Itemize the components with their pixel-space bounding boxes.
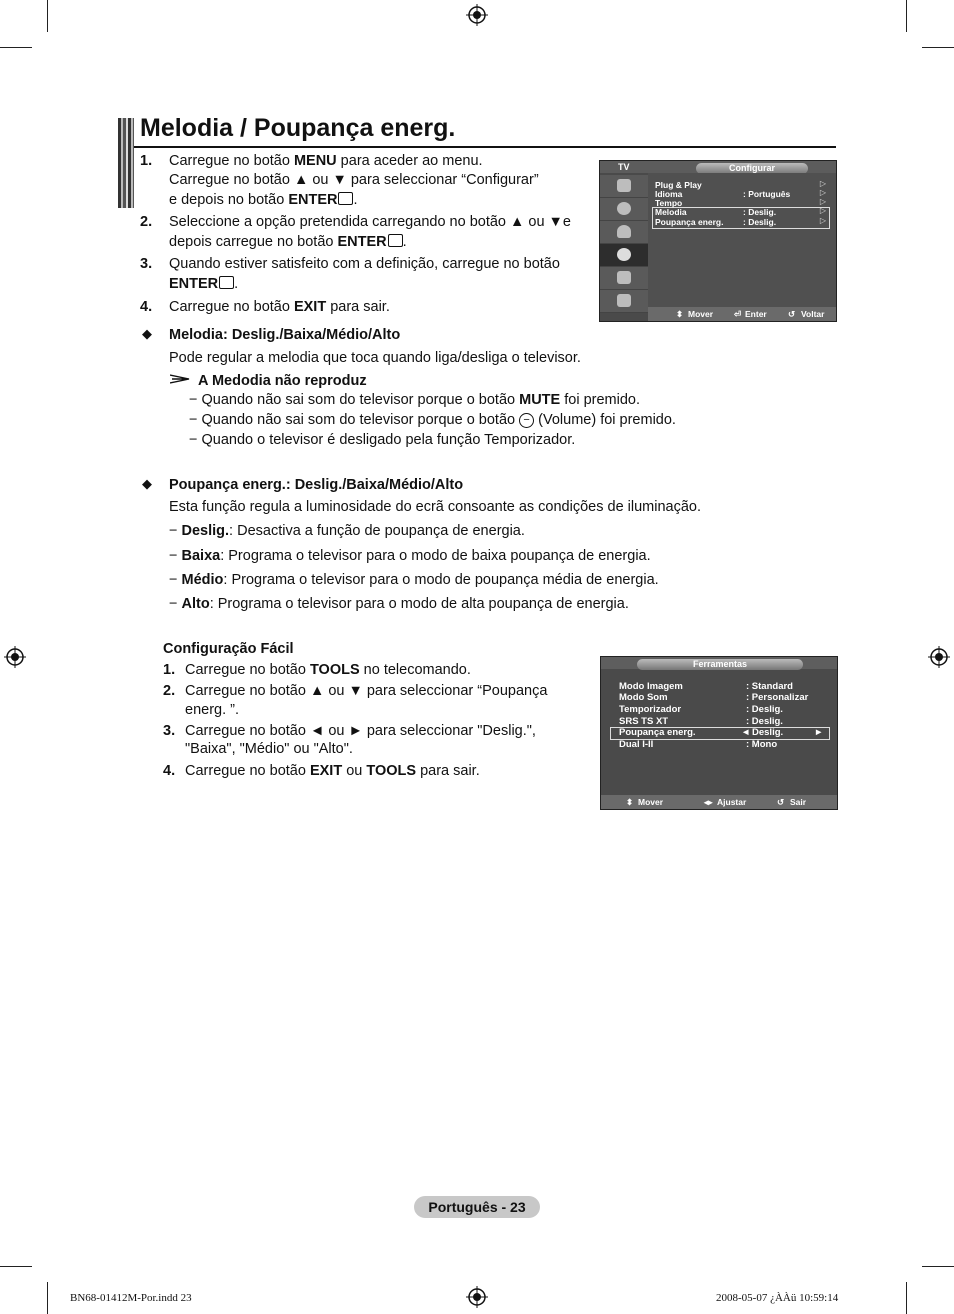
step-number: 3. — [140, 256, 153, 272]
registration-mark-icon — [466, 4, 488, 26]
note-line-2: − Quando não sai som do televisor porque o botão − (Volume) foi premido. — [189, 412, 676, 428]
footer-move: Mover — [638, 797, 664, 807]
step-number: 2. — [163, 683, 176, 699]
config-step-2-line-1: Carregue no botão ▲ ou ▼ para seleccionar “Poupança — [185, 683, 548, 699]
menu-title: Configurar — [696, 163, 808, 174]
step-2-line-1: Seleccione a opção pretendida carregando no botão ▲ ou ▼e — [169, 214, 571, 230]
arrow-right-icon: ▷ — [819, 188, 826, 197]
footer-enter: Enter — [745, 309, 767, 319]
crop-mark — [906, 1282, 907, 1314]
bullet-diamond-icon: ◆ — [142, 326, 152, 341]
step-3-line-1: Quando estiver satisfeito com a definição, carregue no botão — [169, 256, 560, 272]
step-number: 4. — [140, 299, 153, 315]
note-arrow-icon — [170, 374, 190, 384]
menu-row-label: Melodia — [655, 207, 687, 217]
note-line-3: − Quando o televisor é desligado pela função Temporizador. — [189, 432, 576, 448]
step-4-line: Carregue no botão EXIT para sair. — [169, 299, 390, 315]
step-3-line-2: ENTER . — [169, 276, 239, 292]
config-step-4: Carregue no botão EXIT ou TOOLS para sair. — [185, 763, 480, 779]
menu-row-value: : Deslig. — [743, 217, 777, 227]
crop-mark — [906, 0, 907, 32]
application-menu-icon — [600, 290, 648, 313]
step-2-line-2: depois carregue no botão ENTER . — [169, 234, 407, 250]
print-date-info: 2008-05-07 ¿ÀÀü 10:59:14 — [716, 1292, 839, 1304]
tv-menu-configurar — [599, 160, 837, 322]
crop-mark — [922, 47, 954, 48]
menu-title: Ferramentas — [637, 659, 803, 670]
return-icon: ↺ — [777, 797, 785, 807]
sound-menu-icon — [600, 198, 648, 221]
config-step-2-line-2: energ. ”. — [185, 702, 239, 718]
crop-mark — [47, 0, 48, 32]
registration-mark-icon — [4, 646, 26, 668]
menu-row-value: : Português — [743, 189, 791, 199]
menu-row-label: Idioma — [655, 189, 683, 199]
step-number: 1. — [163, 662, 176, 678]
volume-minus-icon: − — [519, 413, 534, 428]
menu-row-value: : Deslig. — [743, 207, 777, 217]
poupanca-option: − Baixa: Programa o televisor para o modo de baixa poupança de energia. — [169, 548, 651, 564]
crop-mark — [0, 47, 32, 48]
step-number: 1. — [140, 153, 153, 169]
config-step-3-line-2: "Baixa", "Médio" ou "Alto". — [185, 741, 353, 757]
step-number: 3. — [163, 723, 176, 739]
poupanca-option: − Deslig.: Desactiva a função de poupança de energia. — [169, 523, 525, 539]
enter-icon — [219, 276, 234, 289]
menu-row-value: : Deslig. — [746, 704, 783, 715]
arrow-right-icon: ▷ — [819, 179, 826, 188]
title-decoration — [118, 118, 134, 208]
print-file-info: BN68-01412M-Por.indd 23 — [70, 1292, 192, 1304]
menu-row-value: : Standard — [746, 681, 793, 692]
registration-mark-icon — [466, 1286, 488, 1308]
menu-row-label: Poupança energ. — [619, 727, 696, 738]
menu-row-label: Modo Som — [619, 692, 668, 703]
crop-mark — [922, 1266, 954, 1267]
footer-back: Voltar — [801, 309, 825, 319]
step-number: 2. — [140, 214, 153, 230]
footer-move: Mover — [688, 309, 714, 319]
poupanca-option: − Médio: Programa o televisor para o modo de poupança média de energia. — [169, 572, 659, 588]
crop-mark — [0, 1266, 32, 1267]
melodia-heading: Melodia: Deslig./Baixa/Médio/Alto — [169, 327, 401, 343]
enter-icon — [388, 234, 403, 247]
melodia-description: Pode regular a melodia que toca quando liga/desliga o televisor. — [169, 350, 581, 366]
arrow-right-icon: ▷ — [819, 206, 826, 215]
menu-row-label: SRS TS XT — [619, 716, 669, 727]
input-menu-icon — [600, 267, 648, 290]
registration-mark-icon — [928, 646, 950, 668]
step-1-line-2: Carregue no botão ▲ ou ▼ para seleccionar “Configurar” — [169, 172, 539, 188]
picture-menu-icon — [600, 175, 648, 198]
arrow-left-icon: ◄ — [741, 727, 751, 738]
menu-row-label: Modo Imagem — [619, 681, 683, 692]
poupanca-heading: Poupança energ.: Deslig./Baixa/Médio/Alto — [169, 477, 464, 493]
menu-row-label: Poupança energ. — [655, 217, 724, 227]
channel-menu-icon — [600, 221, 648, 244]
enter-icon: ⏎ — [734, 309, 742, 319]
menu-row-label: Tempo — [655, 198, 683, 208]
enter-icon — [338, 192, 353, 205]
menu-row-value: : Personalizar — [746, 692, 809, 703]
arrow-right-icon: ► — [814, 727, 824, 738]
note-line-1: − Quando não sai som do televisor porque o botão MUTE foi premido. — [189, 392, 640, 408]
menu-row-value: Deslig. — [752, 727, 784, 738]
tv-label: TV — [618, 162, 630, 172]
footer-adjust: Ajustar — [717, 797, 747, 807]
menu-footer — [601, 795, 837, 809]
tv-menu-ferramentas — [600, 656, 838, 810]
step-1-line-3: e depois no botão ENTER . — [169, 192, 358, 208]
arrow-right-icon: ▷ — [819, 216, 826, 225]
step-1-line-1: Carregue no botão MENU para aceder ao menu. — [169, 153, 483, 169]
config-step-3-line-1: Carregue no botão ◄ ou ► para seleccionar "Deslig.", — [185, 723, 536, 739]
poupanca-description: Esta função regula a luminosidade do ecrã consoante as condições de iluminação. — [169, 499, 702, 515]
config-step-1: Carregue no botão TOOLS no telecomando. — [185, 662, 471, 678]
menu-row-value: : Mono — [746, 739, 778, 750]
move-icon: ⬍ — [676, 309, 684, 319]
note-title: A Medodia não reproduz — [198, 373, 367, 389]
menu-footer — [648, 307, 836, 321]
config-facil-heading: Configuração Fácil — [163, 641, 294, 657]
step-number: 4. — [163, 763, 176, 779]
menu-row-value: : Deslig. — [746, 716, 783, 727]
setup-menu-icon — [600, 244, 648, 267]
move-icon: ⬍ — [626, 797, 634, 807]
poupanca-option: − Alto: Programa o televisor para o modo de alta poupança de energia. — [169, 596, 629, 612]
arrow-right-icon: ▷ — [819, 197, 826, 206]
title-underline — [134, 146, 836, 148]
page-title: Melodia / Poupança energ. — [140, 114, 456, 142]
bullet-diamond-icon: ◆ — [142, 476, 152, 491]
page-number-label: Português - 23 — [414, 1196, 540, 1218]
crop-mark — [47, 1282, 48, 1314]
adjust-icon: ◂▸ — [704, 797, 713, 807]
menu-row-label: Dual I-II — [619, 739, 654, 750]
footer-exit: Sair — [790, 797, 807, 807]
menu-row-label: Plug & Play — [655, 180, 702, 190]
menu-row-label: Temporizador — [619, 704, 682, 715]
return-icon: ↺ — [788, 309, 796, 319]
